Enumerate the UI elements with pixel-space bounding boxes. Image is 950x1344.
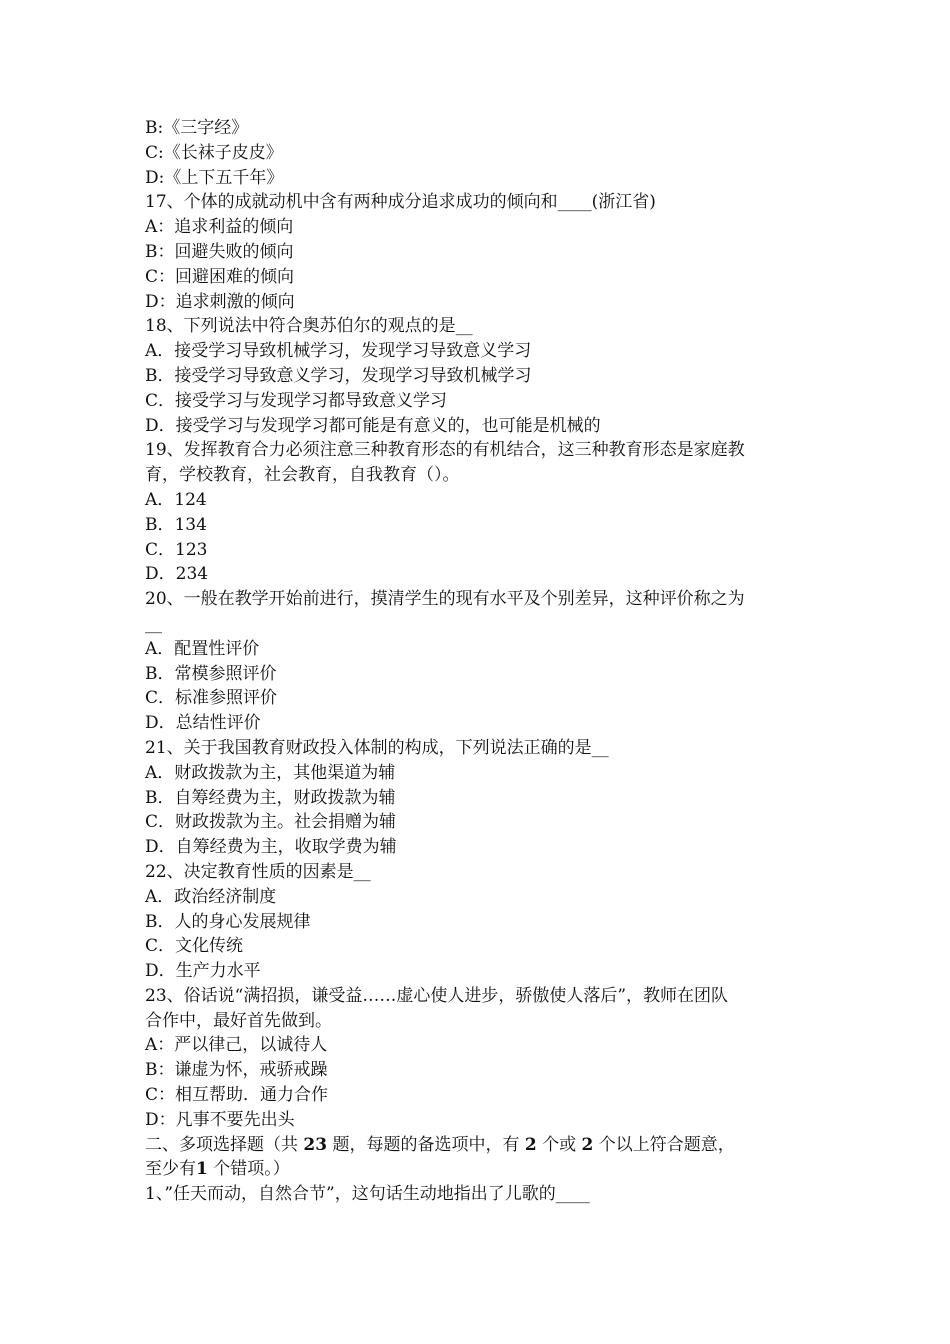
section-text: 二、多项选择题（共	[145, 1134, 304, 1155]
question-line: A：严以律己，以诚待人	[145, 1035, 328, 1056]
question-line: B：回避失败的倾向	[145, 241, 294, 262]
question-line: 20、一般在教学开始前进行，摸清学生的现有水平及个别差异，这种评价称之为	[145, 589, 745, 610]
question-line: B．常模参照评价	[145, 663, 277, 684]
question-line: 23、俗话说“满招损，谦受益……虚心使人进步，骄傲使人落后”，教师在团队	[145, 985, 729, 1006]
question-line: __	[145, 613, 162, 634]
question-line: B．134	[145, 514, 207, 535]
section-text: 个错项。）	[207, 1159, 290, 1180]
question-line: D：追求刺激的倾向	[145, 291, 295, 312]
question-line: B:《三字经》	[145, 118, 249, 138]
question-line: 19、发挥教育合力必须注意三种教育形态的有机结合，这三种教育形态是家庭教	[145, 440, 745, 461]
question-line: 22、决定教育性质的因素是__	[145, 861, 371, 882]
question-line: 育，学校教育，社会教育，自我教育（）。	[145, 465, 460, 486]
question-line: D．接受学习与发现学习都可能是有意义的，也可能是机械的	[145, 415, 601, 436]
section-heading-line-1	[145, 1133, 815, 1158]
document-page	[145, 116, 815, 1207]
question-line: C：回避困难的倾向	[145, 266, 295, 287]
question-line: D．总结性评价	[145, 713, 261, 734]
question-line: C．标准参照评价	[145, 688, 278, 709]
question-line: B．接受学习导致意义学习，发现学习导致机械学习	[145, 365, 532, 386]
question-line: A：追求利益的倾向	[145, 217, 294, 238]
question-line: B．人的身心发展规律	[145, 911, 311, 932]
question-line: A．接受学习导致机械学习，发现学习导致意义学习	[145, 341, 532, 362]
question-line: B．自筹经费为主，财政拨款为辅	[145, 787, 396, 808]
question-line: 1、”任天而动，自然合节”，这句话生动地指出了儿歌的____	[145, 1184, 590, 1205]
question-line: A．财政拨款为主，其他渠道为辅	[145, 762, 396, 783]
section-heading-line-2	[145, 1157, 815, 1182]
question-line: D．234	[145, 564, 209, 585]
question-line: C:《长袜子皮皮》	[145, 142, 283, 163]
question-line: C：相互帮助．通力合作	[145, 1085, 329, 1106]
question-line: C．123	[145, 539, 208, 560]
question-line: D:《上下五千年》	[145, 167, 284, 188]
question-line: C．文化传统	[145, 936, 244, 957]
section-text: 至少有	[145, 1159, 196, 1180]
question-line: A．政治经济制度	[145, 886, 277, 907]
section-count: 1	[196, 1159, 208, 1180]
question-line: A．124	[145, 489, 207, 510]
section-text: 题，每题的备选项中，有	[327, 1134, 525, 1155]
question-line: 21、关于我国教育财政投入体制的构成，下列说法正确的是__	[145, 737, 609, 758]
question-line: C．财政拨款为主。社会捐赠为辅	[145, 812, 397, 833]
question-line: D．生产力水平	[145, 961, 261, 982]
question-lines	[145, 116, 815, 1133]
section-count: 2	[524, 1134, 537, 1155]
question-line: 18、下列说法中符合奥苏伯尔的观点的是__	[145, 316, 473, 337]
question-line: 17、个体的成就动机中含有两种成分追求成功的倾向和____(浙江省)	[145, 192, 656, 213]
section-count: 2	[581, 1134, 594, 1155]
question-line: B：谦虚为怀，戒骄戒躁	[145, 1060, 328, 1081]
question-line: D．自筹经费为主，收取学费为辅	[145, 837, 397, 858]
question-line: D：凡事不要先出头	[145, 1109, 295, 1130]
section-count: 23	[303, 1134, 328, 1155]
question-line: 合作中，最好首先做到。	[145, 1010, 332, 1031]
section-text: 个或	[536, 1134, 582, 1155]
question-line: C．接受学习与发现学习都导致意义学习	[145, 390, 448, 411]
question-line: A．配置性评价	[145, 638, 260, 659]
section-text: 个以上符合题意，	[593, 1134, 735, 1155]
